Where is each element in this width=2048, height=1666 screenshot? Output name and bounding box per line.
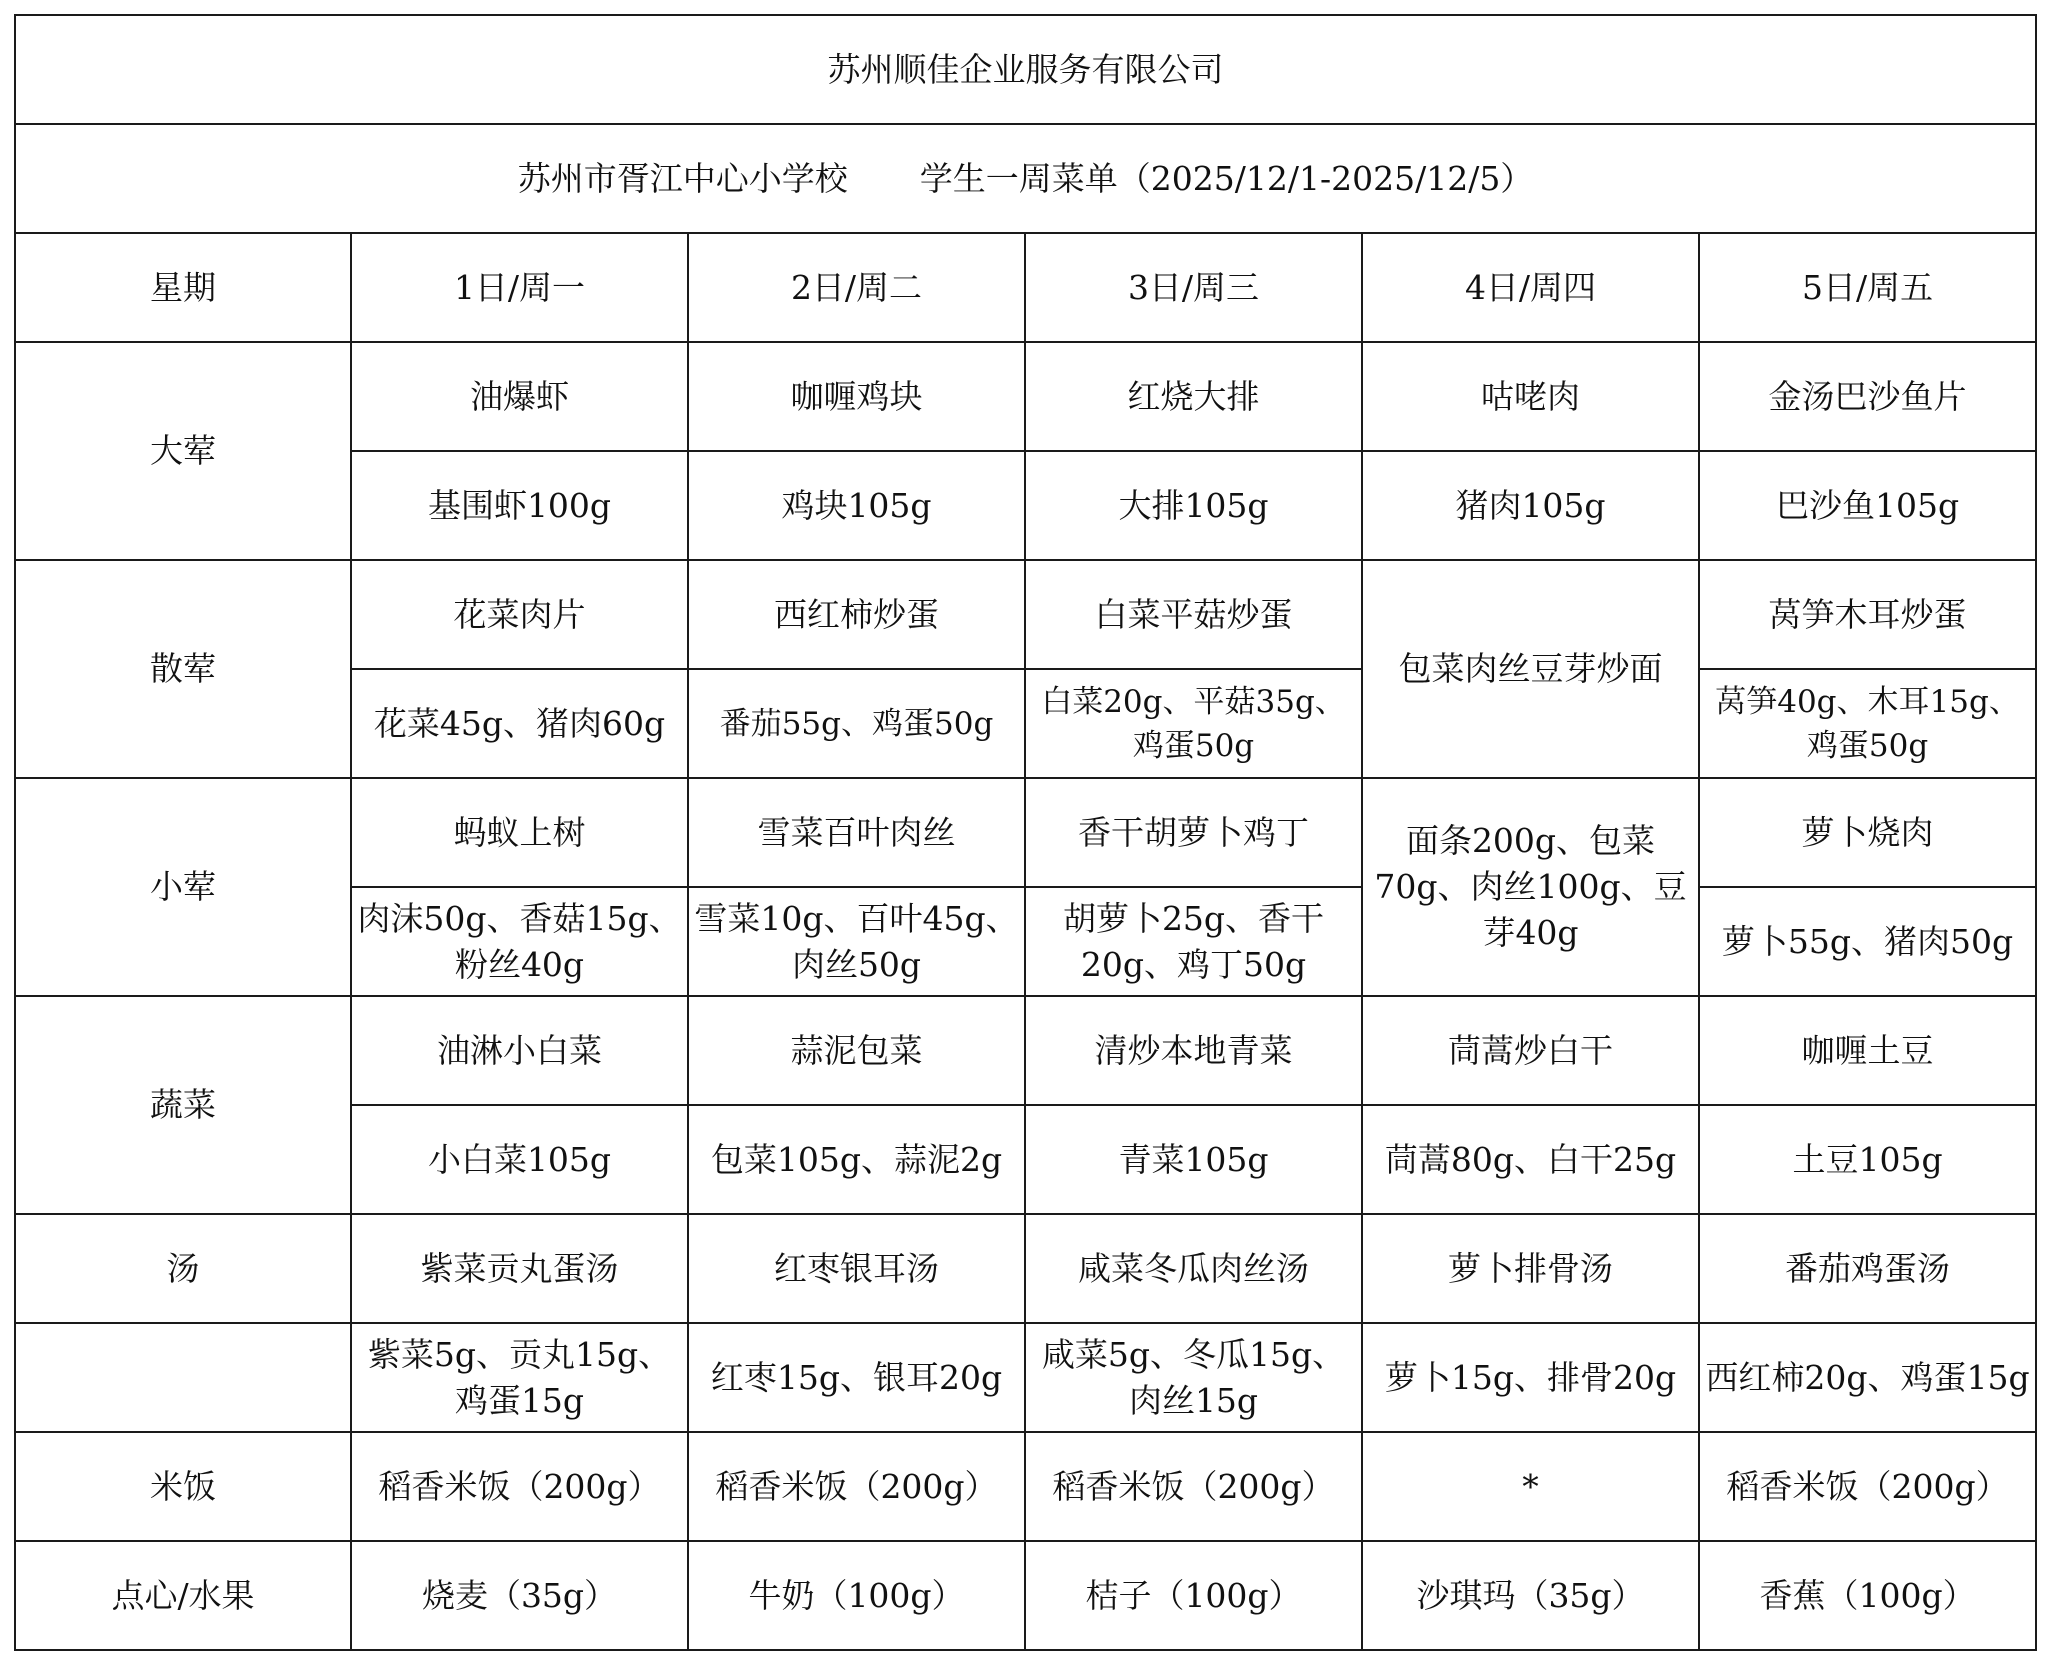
light-dish-row (15, 778, 2036, 887)
ingredient-cell: 巴沙鱼105g (1699, 451, 2036, 560)
rice-row (15, 1432, 2036, 1541)
snack-cell: 烧麦（35g） (351, 1541, 688, 1650)
category-veg: 蔬菜 (15, 996, 351, 1214)
category-blank (15, 1323, 351, 1432)
category-snack: 点心/水果 (15, 1541, 351, 1650)
day-header: 3日/周三 (1025, 233, 1362, 342)
rice-cell: 稻香米饭（200g） (1025, 1432, 1362, 1541)
ingredient-cell: 青菜105g (1025, 1105, 1362, 1214)
soup-ingredient-row (15, 1323, 2036, 1432)
company-row (15, 15, 2036, 124)
title-row (15, 124, 2036, 233)
ingredient-cell: 紫菜5g、贡丸15g、鸡蛋15g (351, 1323, 688, 1432)
rice-cell: 稻香米饭（200g） (351, 1432, 688, 1541)
ingredient-cell: 白菜20g、平菇35g、鸡蛋50g (1025, 669, 1362, 778)
dish-cell-merged: 面条200g、包菜70g、肉丝100g、豆芽40g (1362, 778, 1699, 996)
ingredient-cell: 鸡块105g (688, 451, 1025, 560)
dish-cell: 紫菜贡丸蛋汤 (351, 1214, 688, 1323)
ingredient-cell: 包菜105g、蒜泥2g (688, 1105, 1025, 1214)
mixed-dish-row (15, 560, 2036, 669)
main-dish-row (15, 342, 2036, 451)
ingredient-cell: 萝卜15g、排骨20g (1362, 1323, 1699, 1432)
company-name: 苏州顺佳企业服务有限公司 (15, 15, 2036, 124)
menu-title (15, 124, 2036, 233)
ingredient-cell: 土豆105g (1699, 1105, 2036, 1214)
ingredient-cell: 雪菜10g、百叶45g、肉丝50g (688, 887, 1025, 996)
category-mixed: 散荤 (15, 560, 351, 778)
dish-cell: 白菜平菇炒蛋 (1025, 560, 1362, 669)
ingredient-cell: 基围虾100g (351, 451, 688, 560)
header-row (15, 233, 2036, 342)
category-light: 小荤 (15, 778, 351, 996)
dish-cell: 西红柿炒蛋 (688, 560, 1025, 669)
ingredient-cell: 番茄55g、鸡蛋50g (688, 669, 1025, 778)
dish-cell: 蒜泥包菜 (688, 996, 1025, 1105)
ingredient-cell: 大排105g (1025, 451, 1362, 560)
snack-cell: 香蕉（100g） (1699, 1541, 2036, 1650)
dish-cell-merged: 包菜肉丝豆芽炒面 (1362, 560, 1699, 778)
snack-cell: 沙琪玛（35g） (1362, 1541, 1699, 1650)
dish-cell: 咖喱土豆 (1699, 996, 2036, 1105)
ingredient-cell: 红枣15g、银耳20g (688, 1323, 1025, 1432)
dish-cell: 金汤巴沙鱼片 (1699, 342, 2036, 451)
school-name: 苏州市胥江中心小学校 (517, 158, 848, 198)
dish-cell: 番茄鸡蛋汤 (1699, 1214, 2036, 1323)
ingredient-cell: 猪肉105g (1362, 451, 1699, 560)
dish-cell: 红烧大排 (1025, 342, 1362, 451)
ingredient-cell: 西红柿20g、鸡蛋15g (1699, 1323, 2036, 1432)
dish-cell: 花菜肉片 (351, 560, 688, 669)
dish-cell: 香干胡萝卜鸡丁 (1025, 778, 1362, 887)
snack-cell: 桔子（100g） (1025, 1541, 1362, 1650)
dish-cell: 油淋小白菜 (351, 996, 688, 1105)
dish-cell: 咕咾肉 (1362, 342, 1699, 451)
snack-cell: 牛奶（100g） (688, 1541, 1025, 1650)
day-header: 1日/周一 (351, 233, 688, 342)
day-header: 5日/周五 (1699, 233, 2036, 342)
ingredient-cell: 茼蒿80g、白干25g (1362, 1105, 1699, 1214)
menu-period: 学生一周菜单（2025/12/1-2025/12/5） (919, 158, 1534, 198)
day-header: 4日/周四 (1362, 233, 1699, 342)
ingredient-cell: 胡萝卜25g、香干20g、鸡丁50g (1025, 887, 1362, 996)
snack-row (15, 1541, 2036, 1650)
ingredient-cell: 咸菜5g、冬瓜15g、肉丝15g (1025, 1323, 1362, 1432)
dish-cell: 茼蒿炒白干 (1362, 996, 1699, 1105)
dish-cell: 雪菜百叶肉丝 (688, 778, 1025, 887)
veg-dish-row (15, 996, 2036, 1105)
ingredient-cell: 花菜45g、猪肉60g (351, 669, 688, 778)
ingredient-cell: 莴笋40g、木耳15g、鸡蛋50g (1699, 669, 2036, 778)
category-soup: 汤 (15, 1214, 351, 1323)
dish-cell: 莴笋木耳炒蛋 (1699, 560, 2036, 669)
weekly-menu-table (14, 14, 2037, 1651)
dish-cell: 蚂蚁上树 (351, 778, 688, 887)
day-header: 2日/周二 (688, 233, 1025, 342)
rice-cell: * (1362, 1432, 1699, 1541)
dish-cell: 咖喱鸡块 (688, 342, 1025, 451)
dish-cell: 油爆虾 (351, 342, 688, 451)
header-label: 星期 (15, 233, 351, 342)
category-main: 大荤 (15, 342, 351, 560)
category-rice: 米饭 (15, 1432, 351, 1541)
rice-cell: 稻香米饭（200g） (1699, 1432, 2036, 1541)
dish-cell: 萝卜烧肉 (1699, 778, 2036, 887)
ingredient-cell: 萝卜55g、猪肉50g (1699, 887, 2036, 996)
ingredient-cell: 小白菜105g (351, 1105, 688, 1214)
dish-cell: 咸菜冬瓜肉丝汤 (1025, 1214, 1362, 1323)
dish-cell: 清炒本地青菜 (1025, 996, 1362, 1105)
rice-cell: 稻香米饭（200g） (688, 1432, 1025, 1541)
dish-cell: 萝卜排骨汤 (1362, 1214, 1699, 1323)
soup-dish-row (15, 1214, 2036, 1323)
dish-cell: 红枣银耳汤 (688, 1214, 1025, 1323)
ingredient-cell: 肉沫50g、香菇15g、粉丝40g (351, 887, 688, 996)
